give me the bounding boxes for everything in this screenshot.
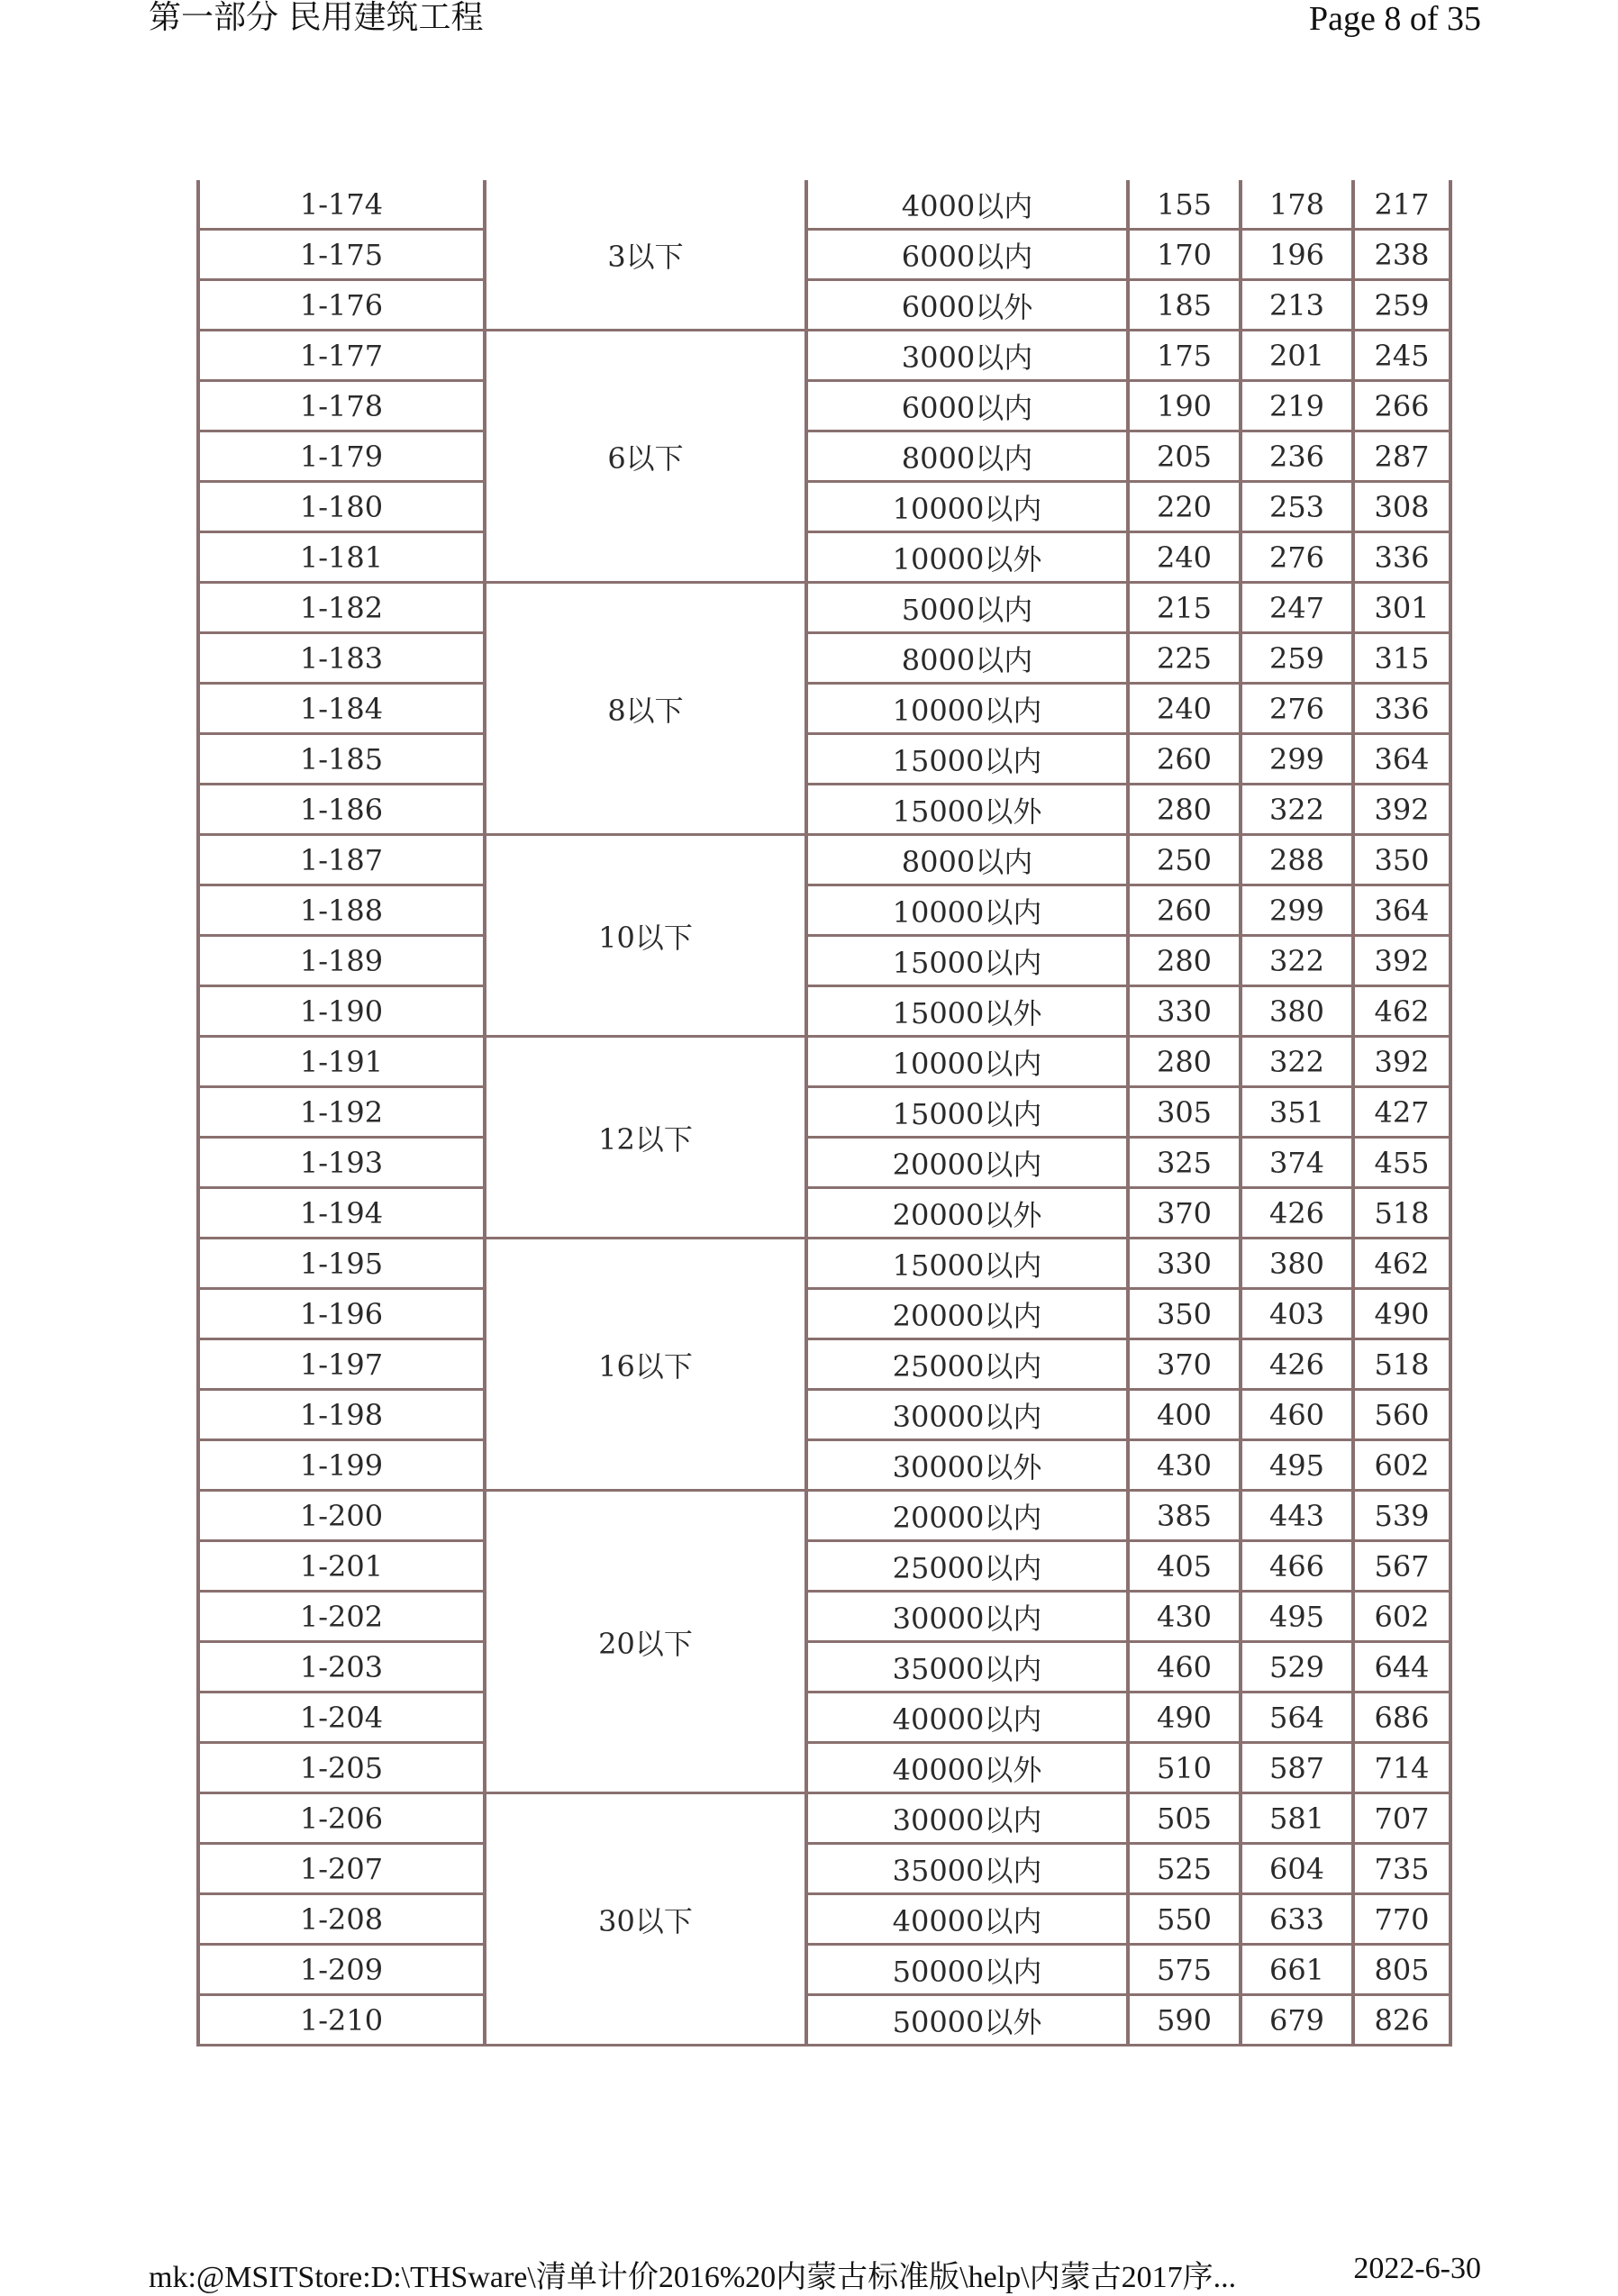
height-group-cell: 3以下 [485, 180, 806, 331]
rate-col3-cell: 364 [1353, 734, 1450, 785]
document-section-title: 第一部分 民用建筑工程 [149, 0, 484, 36]
rate-col1-cell: 205 [1128, 431, 1241, 482]
rate-col3-cell: 364 [1353, 885, 1450, 936]
area-range-cell: 30000以内 [806, 1390, 1128, 1440]
rate-col3-cell: 686 [1353, 1693, 1450, 1743]
rate-col3-cell: 805 [1353, 1945, 1450, 1995]
table-row [198, 1491, 1450, 1541]
height-group-cell: 16以下 [485, 1239, 806, 1491]
table-row [198, 180, 1450, 230]
item-code-cell: 1-190 [198, 986, 485, 1037]
item-code-cell: 1-202 [198, 1592, 485, 1642]
rate-col1-cell: 155 [1128, 180, 1241, 230]
item-code-cell: 1-186 [198, 785, 485, 835]
table-row [198, 633, 1450, 684]
rate-col3-cell: 602 [1353, 1440, 1450, 1491]
table-row [198, 835, 1450, 885]
item-code-cell: 1-183 [198, 633, 485, 684]
area-range-cell: 35000以内 [806, 1642, 1128, 1693]
table-row [198, 986, 1450, 1037]
height-group-cell: 6以下 [485, 331, 806, 583]
table-row [198, 280, 1450, 331]
item-code-cell: 1-187 [198, 835, 485, 885]
item-code-cell: 1-198 [198, 1390, 485, 1440]
rate-col1-cell: 220 [1128, 482, 1241, 532]
rate-col2-cell: 495 [1241, 1440, 1353, 1491]
rate-col1-cell: 370 [1128, 1188, 1241, 1239]
rate-col1-cell: 430 [1128, 1592, 1241, 1642]
rate-col2-cell: 259 [1241, 633, 1353, 684]
rate-col2-cell: 299 [1241, 885, 1353, 936]
item-code-cell: 1-178 [198, 381, 485, 431]
area-range-cell: 4000以内 [806, 180, 1128, 230]
area-range-cell: 10000以内 [806, 1037, 1128, 1087]
rate-col2-cell: 288 [1241, 835, 1353, 885]
item-code-cell: 1-184 [198, 684, 485, 734]
table-row [198, 1844, 1450, 1894]
rate-col1-cell: 385 [1128, 1491, 1241, 1541]
rate-col3-cell: 301 [1353, 583, 1450, 633]
rate-col1-cell: 405 [1128, 1541, 1241, 1592]
area-range-cell: 6000以内 [806, 381, 1128, 431]
item-code-cell: 1-181 [198, 532, 485, 583]
rate-col3-cell: 462 [1353, 1239, 1450, 1289]
item-code-cell: 1-191 [198, 1037, 485, 1087]
rate-col2-cell: 322 [1241, 785, 1353, 835]
rate-col2-cell: 253 [1241, 482, 1353, 532]
table-row [198, 885, 1450, 936]
rate-col3-cell: 238 [1353, 230, 1450, 280]
rate-col1-cell: 460 [1128, 1642, 1241, 1693]
rate-col1-cell: 370 [1128, 1339, 1241, 1390]
rate-col2-cell: 213 [1241, 280, 1353, 331]
rate-col2-cell: 196 [1241, 230, 1353, 280]
rate-col2-cell: 322 [1241, 1037, 1353, 1087]
page-number: Page 8 of 35 [1308, 0, 1481, 38]
item-code-cell: 1-177 [198, 331, 485, 381]
area-range-cell: 30000以内 [806, 1793, 1128, 1844]
item-code-cell: 1-189 [198, 936, 485, 986]
rate-col3-cell: 714 [1353, 1743, 1450, 1793]
item-code-cell: 1-197 [198, 1339, 485, 1390]
area-range-cell: 6000以外 [806, 280, 1128, 331]
rate-col1-cell: 250 [1128, 835, 1241, 885]
area-range-cell: 15000以外 [806, 986, 1128, 1037]
rate-col3-cell: 308 [1353, 482, 1450, 532]
rate-col2-cell: 351 [1241, 1087, 1353, 1138]
rate-col3-cell: 392 [1353, 785, 1450, 835]
rate-col2-cell: 403 [1241, 1289, 1353, 1339]
rate-col1-cell: 505 [1128, 1793, 1241, 1844]
item-code-cell: 1-207 [198, 1844, 485, 1894]
rate-col2-cell: 529 [1241, 1642, 1353, 1693]
table-row [198, 1693, 1450, 1743]
rate-col1-cell: 260 [1128, 734, 1241, 785]
table-row [198, 785, 1450, 835]
rate-col2-cell: 587 [1241, 1743, 1353, 1793]
area-range-cell: 8000以内 [806, 835, 1128, 885]
rate-col2-cell: 380 [1241, 986, 1353, 1037]
item-code-cell: 1-206 [198, 1793, 485, 1844]
rate-col1-cell: 330 [1128, 1239, 1241, 1289]
rate-col3-cell: 602 [1353, 1592, 1450, 1642]
item-code-cell: 1-193 [198, 1138, 485, 1188]
area-range-cell: 15000以外 [806, 785, 1128, 835]
rate-col2-cell: 247 [1241, 583, 1353, 633]
item-code-cell: 1-209 [198, 1945, 485, 1995]
area-range-cell: 50000以外 [806, 1995, 1128, 2046]
rate-col3-cell: 336 [1353, 684, 1450, 734]
rate-col1-cell: 525 [1128, 1844, 1241, 1894]
table-row [198, 583, 1450, 633]
area-range-cell: 10000以外 [806, 532, 1128, 583]
area-range-cell: 10000以内 [806, 885, 1128, 936]
rate-col2-cell: 219 [1241, 381, 1353, 431]
area-range-cell: 25000以内 [806, 1541, 1128, 1592]
rate-col2-cell: 604 [1241, 1844, 1353, 1894]
rate-col2-cell: 380 [1241, 1239, 1353, 1289]
table-row [198, 1440, 1450, 1491]
rate-col1-cell: 240 [1128, 532, 1241, 583]
rate-col3-cell: 560 [1353, 1390, 1450, 1440]
area-range-cell: 20000以内 [806, 1289, 1128, 1339]
rate-col1-cell: 225 [1128, 633, 1241, 684]
area-range-cell: 50000以内 [806, 1945, 1128, 1995]
height-group-cell: 20以下 [485, 1491, 806, 1793]
item-code-cell: 1-204 [198, 1693, 485, 1743]
table-row [198, 1339, 1450, 1390]
rate-col1-cell: 400 [1128, 1390, 1241, 1440]
rate-col3-cell: 350 [1353, 835, 1450, 885]
area-range-cell: 25000以内 [806, 1339, 1128, 1390]
rate-table [196, 180, 1452, 2046]
rate-col2-cell: 661 [1241, 1945, 1353, 1995]
rate-col3-cell: 315 [1353, 633, 1450, 684]
rate-col3-cell: 455 [1353, 1138, 1450, 1188]
rate-col1-cell: 490 [1128, 1693, 1241, 1743]
rate-col2-cell: 276 [1241, 684, 1353, 734]
table-row [198, 381, 1450, 431]
rate-col3-cell: 462 [1353, 986, 1450, 1037]
area-range-cell: 40000以内 [806, 1894, 1128, 1945]
rate-col3-cell: 217 [1353, 180, 1450, 230]
rate-col1-cell: 280 [1128, 936, 1241, 986]
rate-col1-cell: 185 [1128, 280, 1241, 331]
rate-col2-cell: 276 [1241, 532, 1353, 583]
table-row [198, 230, 1450, 280]
table-row [198, 331, 1450, 381]
area-range-cell: 8000以内 [806, 431, 1128, 482]
rate-col1-cell: 430 [1128, 1440, 1241, 1491]
rate-col1-cell: 325 [1128, 1138, 1241, 1188]
area-range-cell: 40000以外 [806, 1743, 1128, 1793]
table-row [198, 936, 1450, 986]
item-code-cell: 1-192 [198, 1087, 485, 1138]
table-row [198, 1087, 1450, 1138]
rate-col3-cell: 336 [1353, 532, 1450, 583]
rate-col3-cell: 245 [1353, 331, 1450, 381]
rate-col3-cell: 707 [1353, 1793, 1450, 1844]
rate-col2-cell: 460 [1241, 1390, 1353, 1440]
height-group-cell: 8以下 [485, 583, 806, 835]
area-range-cell: 8000以内 [806, 633, 1128, 684]
rate-col1-cell: 350 [1128, 1289, 1241, 1339]
table-row [198, 1390, 1450, 1440]
rate-col1-cell: 590 [1128, 1995, 1241, 2046]
item-code-cell: 1-188 [198, 885, 485, 936]
table-row [198, 1037, 1450, 1087]
area-range-cell: 10000以内 [806, 684, 1128, 734]
rate-col3-cell: 826 [1353, 1995, 1450, 2046]
item-code-cell: 1-195 [198, 1239, 485, 1289]
area-range-cell: 6000以内 [806, 230, 1128, 280]
rate-col1-cell: 190 [1128, 381, 1241, 431]
area-range-cell: 15000以内 [806, 1087, 1128, 1138]
rate-col2-cell: 633 [1241, 1894, 1353, 1945]
rate-col3-cell: 287 [1353, 431, 1450, 482]
area-range-cell: 40000以内 [806, 1693, 1128, 1743]
table-row [198, 532, 1450, 583]
item-code-cell: 1-174 [198, 180, 485, 230]
table-row [198, 1642, 1450, 1693]
height-group-cell: 12以下 [485, 1037, 806, 1239]
rate-col1-cell: 550 [1128, 1894, 1241, 1945]
area-range-cell: 15000以内 [806, 734, 1128, 785]
area-range-cell: 15000以内 [806, 936, 1128, 986]
rate-col1-cell: 170 [1128, 230, 1241, 280]
item-code-cell: 1-200 [198, 1491, 485, 1541]
rate-col1-cell: 330 [1128, 986, 1241, 1037]
area-range-cell: 15000以内 [806, 1239, 1128, 1289]
rate-col1-cell: 575 [1128, 1945, 1241, 1995]
table-row [198, 734, 1450, 785]
rate-col3-cell: 567 [1353, 1541, 1450, 1592]
area-range-cell: 20000以外 [806, 1188, 1128, 1239]
item-code-cell: 1-175 [198, 230, 485, 280]
table-row [198, 1289, 1450, 1339]
rate-col1-cell: 280 [1128, 785, 1241, 835]
item-code-cell: 1-205 [198, 1743, 485, 1793]
item-code-cell: 1-185 [198, 734, 485, 785]
rate-col2-cell: 236 [1241, 431, 1353, 482]
rate-col2-cell: 495 [1241, 1592, 1353, 1642]
rate-col3-cell: 518 [1353, 1188, 1450, 1239]
rate-col3-cell: 392 [1353, 936, 1450, 986]
item-code-cell: 1-196 [198, 1289, 485, 1339]
rate-col3-cell: 490 [1353, 1289, 1450, 1339]
area-range-cell: 35000以内 [806, 1844, 1128, 1894]
height-group-cell: 30以下 [485, 1793, 806, 2046]
item-code-cell: 1-180 [198, 482, 485, 532]
table-row [198, 1995, 1450, 2046]
table-row [198, 1541, 1450, 1592]
area-range-cell: 30000以内 [806, 1592, 1128, 1642]
rate-col3-cell: 266 [1353, 381, 1450, 431]
rate-col3-cell: 392 [1353, 1037, 1450, 1087]
rate-col2-cell: 201 [1241, 331, 1353, 381]
area-range-cell: 20000以内 [806, 1491, 1128, 1541]
item-code-cell: 1-210 [198, 1995, 485, 2046]
table-row [198, 1945, 1450, 1995]
area-range-cell: 3000以内 [806, 331, 1128, 381]
rate-col2-cell: 426 [1241, 1339, 1353, 1390]
rate-col3-cell: 518 [1353, 1339, 1450, 1390]
table-row [198, 1743, 1450, 1793]
rate-col1-cell: 280 [1128, 1037, 1241, 1087]
item-code-cell: 1-182 [198, 583, 485, 633]
rate-col2-cell: 679 [1241, 1995, 1353, 2046]
rate-col1-cell: 260 [1128, 885, 1241, 936]
table-row [198, 431, 1450, 482]
rate-col2-cell: 564 [1241, 1693, 1353, 1743]
rate-col1-cell: 510 [1128, 1743, 1241, 1793]
rate-col3-cell: 644 [1353, 1642, 1450, 1693]
rate-col3-cell: 539 [1353, 1491, 1450, 1541]
table-row [198, 1894, 1450, 1945]
area-range-cell: 5000以内 [806, 583, 1128, 633]
rate-col3-cell: 735 [1353, 1844, 1450, 1894]
rate-col2-cell: 299 [1241, 734, 1353, 785]
rate-col1-cell: 175 [1128, 331, 1241, 381]
area-range-cell: 10000以内 [806, 482, 1128, 532]
rate-col2-cell: 178 [1241, 180, 1353, 230]
footer-file-path: mk:@MSITStore:D:\THSware\清单计价2016%20内蒙古标准版\help\内蒙古2017序... [149, 2261, 1237, 2294]
item-code-cell: 1-179 [198, 431, 485, 482]
item-code-cell: 1-199 [198, 1440, 485, 1491]
rate-col2-cell: 581 [1241, 1793, 1353, 1844]
rate-col2-cell: 374 [1241, 1138, 1353, 1188]
area-range-cell: 20000以内 [806, 1138, 1128, 1188]
rate-col2-cell: 322 [1241, 936, 1353, 986]
item-code-cell: 1-203 [198, 1642, 485, 1693]
table-row [198, 1188, 1450, 1239]
table-row [198, 684, 1450, 734]
table-row [198, 1592, 1450, 1642]
height-group-cell: 10以下 [485, 835, 806, 1037]
rate-col1-cell: 215 [1128, 583, 1241, 633]
item-code-cell: 1-201 [198, 1541, 485, 1592]
table-row [198, 482, 1450, 532]
rate-col1-cell: 305 [1128, 1087, 1241, 1138]
rate-col2-cell: 443 [1241, 1491, 1353, 1541]
rate-col2-cell: 426 [1241, 1188, 1353, 1239]
rate-col3-cell: 259 [1353, 280, 1450, 331]
item-code-cell: 1-194 [198, 1188, 485, 1239]
table-row [198, 1793, 1450, 1844]
item-code-cell: 1-208 [198, 1894, 485, 1945]
rate-col3-cell: 427 [1353, 1087, 1450, 1138]
rate-col3-cell: 770 [1353, 1894, 1450, 1945]
rate-col2-cell: 466 [1241, 1541, 1353, 1592]
table-row [198, 1239, 1450, 1289]
area-range-cell: 30000以外 [806, 1440, 1128, 1491]
footer-date: 2022-6-30 [1353, 2252, 1481, 2285]
table-row [198, 1138, 1450, 1188]
item-code-cell: 1-176 [198, 280, 485, 331]
rate-col1-cell: 240 [1128, 684, 1241, 734]
